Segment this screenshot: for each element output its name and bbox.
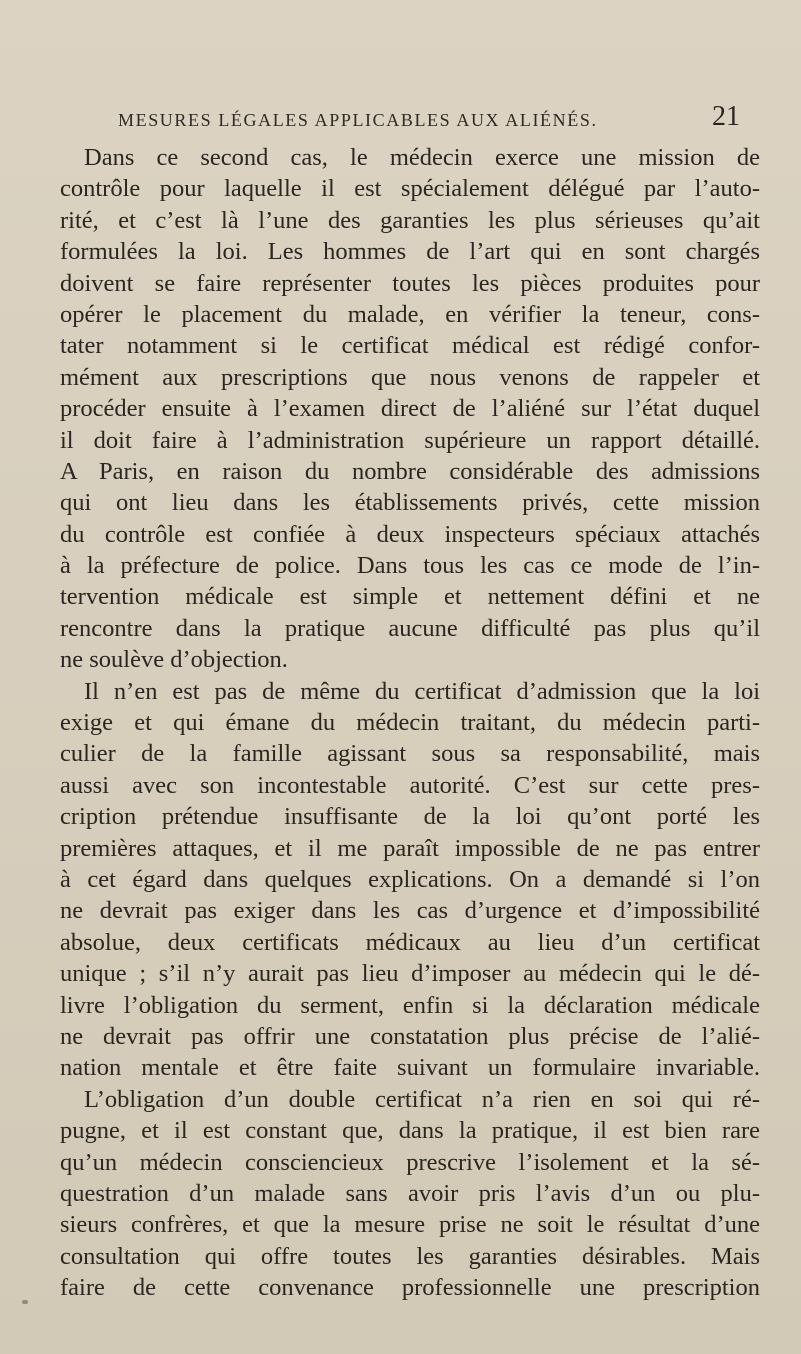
text-line: questration d’un malade sans avoir pris l’avis d’un ou plu- <box>60 1179 760 1207</box>
text-line: mément aux prescriptions que nous venons de rappeler et <box>60 363 760 391</box>
page-header <box>0 101 801 138</box>
text-line: pugne, et il est constant que, dans la pratique, il est bien rare <box>60 1117 760 1145</box>
text-line: à la préfecture de police. Dans tous les cas ce mode de l’in- <box>60 552 760 580</box>
body-text <box>60 142 760 1303</box>
text-line: tervention médicale est simple et nettement défini et ne <box>60 583 760 611</box>
text-line: cription prétendue insuffisante de la loi qu’ont porté les <box>60 803 760 831</box>
text-line: nation mentale et être faite suivant un formulaire invariable. <box>60 1054 760 1082</box>
text-line: contrôle pour laquelle il est spécialement délégué par l’auto- <box>60 175 760 203</box>
text-line: qu’un médecin consciencieux prescrive l’isolement et la sé- <box>60 1148 760 1176</box>
text-line: doivent se faire représenter toutes les pièces produites pour <box>60 269 760 297</box>
text-line: consultation qui offre toutes les garanties désirables. Mais <box>60 1242 760 1270</box>
text-line: ne devrait pas offrir une constatation plus précise de l’alié- <box>60 1022 760 1050</box>
running-title: MESURES LÉGALES APPLICABLES AUX ALIÉNÉS. <box>118 110 598 130</box>
text-line: qui ont lieu dans les établissements privés, cette mission <box>60 489 760 517</box>
text-line: à cet égard dans quelques explications. On a demandé si l’on <box>60 865 760 893</box>
text-line: culier de la famille agissant sous sa responsabilité, mais <box>60 740 760 768</box>
text-line: faire de cette convenance professionnelle une prescription <box>60 1274 760 1302</box>
text-line: tater notamment si le certificat médical est rédigé confor- <box>60 332 760 360</box>
text-line: absolue, deux certificats médicaux au lieu d’un certificat <box>60 928 760 956</box>
text-line: L’obligation d’un double certificat n’a rien en soi qui ré- <box>84 1085 760 1113</box>
text-line: A Paris, en raison du nombre considérable des admissions <box>60 457 760 485</box>
text-line: exige et qui émane du médecin traitant, du médecin parti- <box>60 709 760 737</box>
text-line: ne devrait pas exiger dans les cas d’urgence et d’impossibilité <box>60 897 760 925</box>
text-line: rencontre dans la pratique aucune difficulté pas plus qu’il <box>60 614 760 642</box>
text-line: ne soulève d’objection. <box>60 646 288 674</box>
text-line: rité, et c’est là l’une des garanties les plus sérieuses qu’ait <box>60 206 760 234</box>
text-line: du contrôle est confiée à deux inspecteurs spéciaux attachés <box>60 520 760 548</box>
text-line: Il n’en est pas de même du certificat d’admission que la loi <box>84 677 760 705</box>
page-number: 21 <box>712 101 740 132</box>
text-line: premières attaques, et il me paraît impossible de ne pas entrer <box>60 834 760 862</box>
text-line: livre l’obligation du serment, enfin si la déclaration médicale <box>60 991 760 1019</box>
ink-speck <box>22 1300 28 1304</box>
text-line: il doit faire à l’administration supérieure un rapport détaillé. <box>60 426 760 454</box>
text-line: unique ; s’il n’y aurait pas lieu d’imposer au médecin qui le dé- <box>60 960 760 988</box>
text-line: formulées la loi. Les hommes de l’art qui en sont chargés <box>60 238 760 266</box>
text-line: opérer le placement du malade, en vérifier la teneur, cons- <box>60 300 760 328</box>
text-line: sieurs confrères, et que la mesure prise ne soit le résultat d’une <box>60 1211 760 1239</box>
text-line: procéder ensuite à l’examen direct de l’aliéné sur l’état duquel <box>60 395 760 423</box>
text-line: Dans ce second cas, le médecin exerce une mission de <box>84 144 760 171</box>
text-line: aussi avec son incontestable autorité. C’est sur cette pres- <box>60 771 760 799</box>
